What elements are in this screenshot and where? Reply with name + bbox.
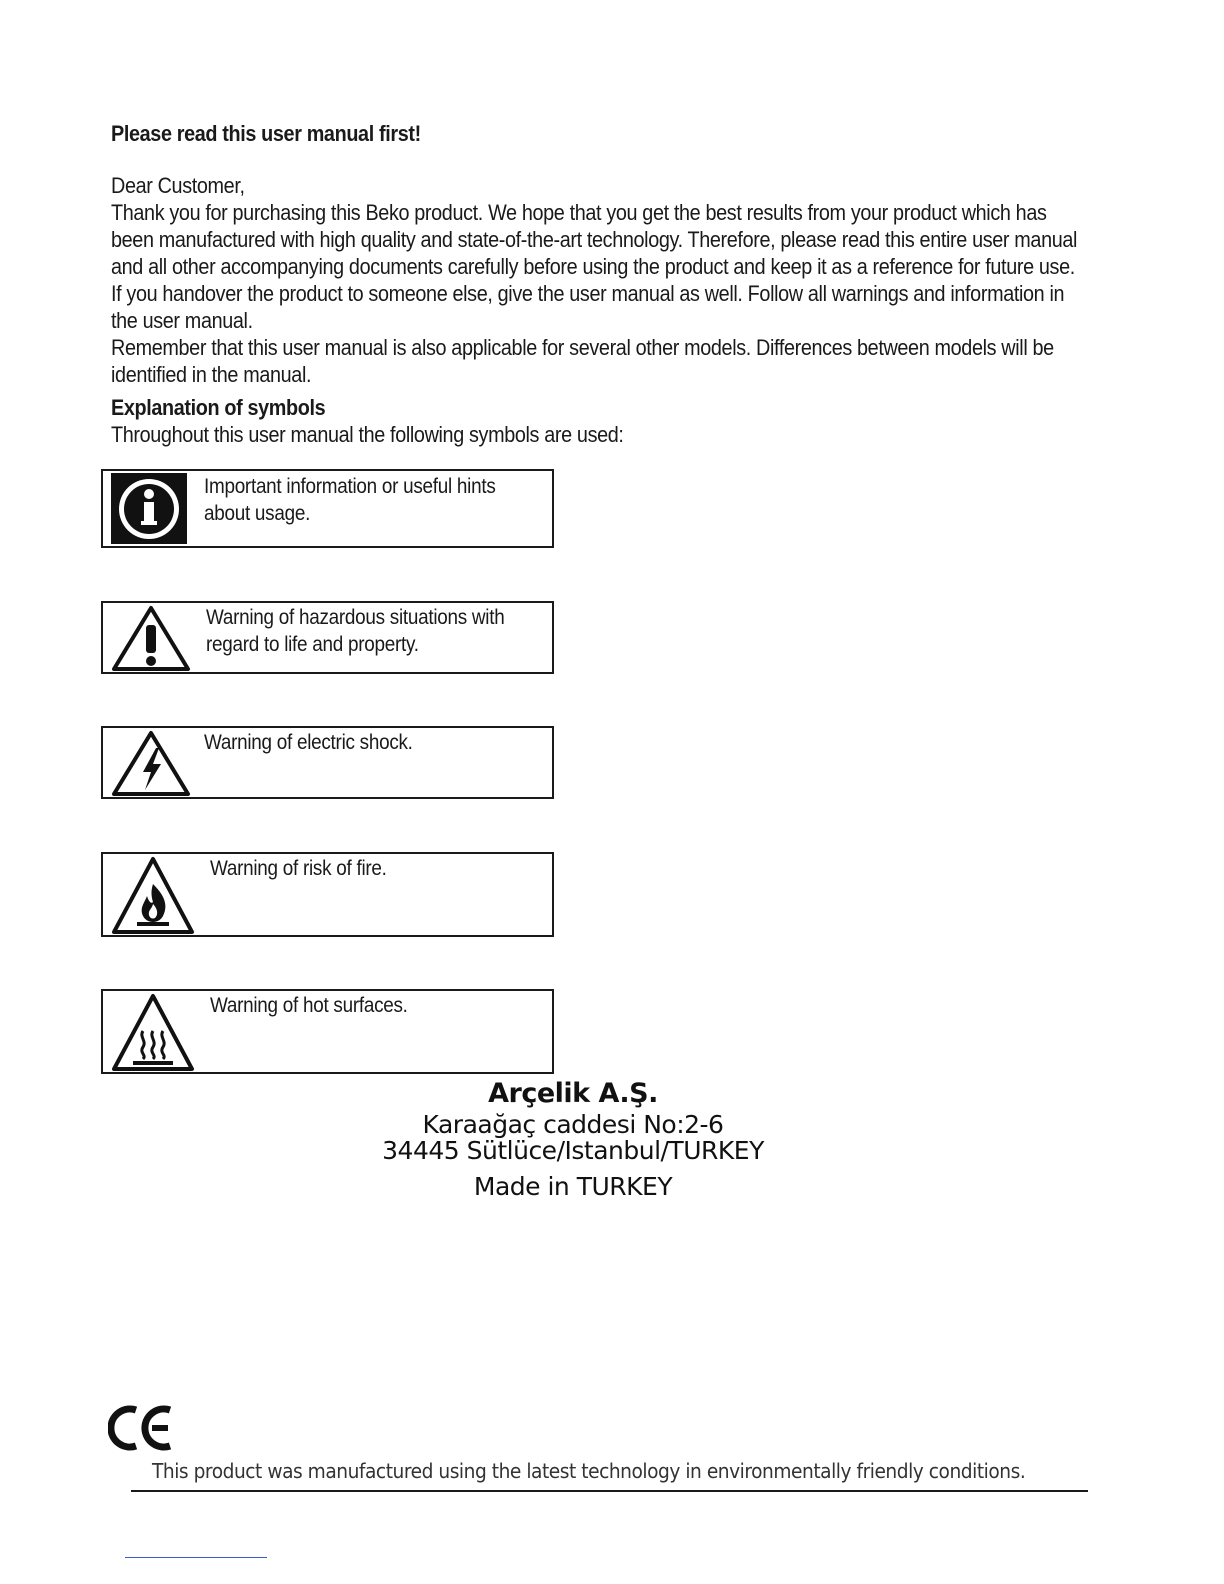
manufacturer-name: Arçelik A.Ş.: [488, 1078, 658, 1109]
page-title: Please read this user manual first!: [111, 121, 421, 146]
symbol-box-hazard: [101, 601, 554, 674]
fire-warning-icon: [111, 856, 195, 939]
symbol-label-hot-surface: Warning of hot surfaces.: [210, 994, 408, 1017]
footer-divider: [131, 1490, 1088, 1492]
symbol-box-electric: [101, 726, 554, 799]
greeting: Dear Customer,: [111, 173, 245, 198]
info-icon: [111, 473, 187, 544]
intro-paragraph-1: Thank you for purchasing this Beko product. We hope that you get the best results from your product which has been manufactured with high quality and state-of-the-art technology. Therefore, please read this entire user manual and all other accompanying documents carefully before using the product and keep it as a reference for future use. If you handover the product to someone else, give the user manual as well. Follow all warnings and information in the user manual.: [111, 200, 1078, 333]
intro-paragraph-2: Remember that this user manual is also applicable for several other models. Differences between models will be identified in the manual.: [111, 335, 1054, 387]
symbol-box-hot-surface: [101, 989, 554, 1074]
symbol-label-fire: Warning of risk of fire.: [210, 857, 387, 880]
symbol-label-electric: Warning of electric shock.: [204, 731, 413, 754]
symbol-box-info: [101, 469, 554, 548]
eco-statement: This product was manufactured using the latest technology in environmentally friendly conditions.: [152, 1459, 1026, 1483]
intro-text: [111, 172, 1088, 448]
manufacturer-address-line2: 34445 Sütlüce/Istanbul/TURKEY: [382, 1136, 764, 1165]
warning-exclamation-icon: [111, 605, 191, 676]
symbol-label-info: Important information or useful hints about usage.: [204, 475, 496, 525]
symbols-section-lead: Throughout this user manual the following symbols are used:: [111, 422, 624, 447]
electric-shock-icon: [111, 730, 191, 801]
hot-surface-icon: [111, 993, 195, 1076]
manufacturer-address-line1: Karaağaç caddesi No:2-6: [422, 1110, 724, 1139]
footer-link-underline: [125, 1557, 267, 1558]
ce-mark-icon: [108, 1404, 178, 1457]
symbol-box-fire: [101, 852, 554, 937]
symbol-label-hazard: Warning of hazardous situations with regard to life and property.: [206, 606, 505, 656]
made-in-label: Made in TURKEY: [473, 1172, 673, 1201]
symbols-section-title: Explanation of symbols: [111, 395, 326, 420]
